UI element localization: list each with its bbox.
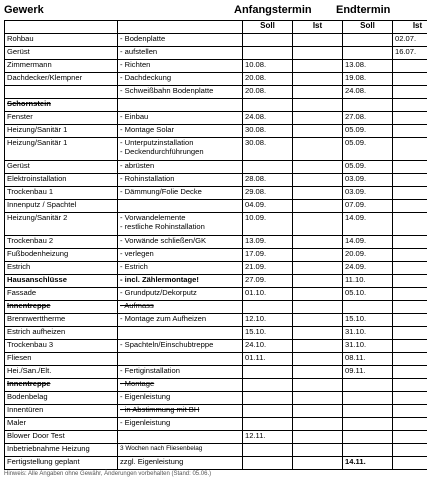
task-line: - Vorwandelemente — [120, 213, 186, 222]
end-soll-cell: 24.09. — [343, 262, 393, 275]
schedule-row — [5, 288, 427, 301]
task-line: - Richten — [120, 60, 151, 69]
start-ist-cell — [293, 405, 343, 418]
task-cell — [118, 366, 243, 379]
end-soll-cell: 05.09. — [343, 138, 393, 161]
trade-cell: Inbetriebnahme Heizung — [5, 444, 118, 457]
start-soll-cell: 29.08. — [243, 187, 293, 200]
task-line: - Unterputzinstallation — [120, 138, 194, 147]
trade-cell: Innentreppe — [5, 379, 118, 392]
start-ist-cell — [293, 213, 343, 236]
schedule-row — [5, 213, 427, 236]
task-cell — [118, 379, 243, 392]
task-line: - Einbau — [120, 112, 149, 121]
end-ist-cell — [393, 60, 427, 73]
task-cell — [118, 47, 243, 60]
task-cell — [118, 444, 243, 457]
end-soll-cell — [343, 418, 393, 431]
task-cell — [118, 236, 243, 249]
end-soll-cell: 11.10. — [343, 275, 393, 288]
task-cell — [118, 86, 243, 99]
schedule-row — [5, 327, 427, 340]
start-soll-cell: 10.08. — [243, 60, 293, 73]
trade-cell: Innentreppe — [5, 301, 118, 314]
start-ist-cell — [293, 288, 343, 301]
schedule-row — [5, 405, 427, 418]
task-line: - Fertiginstallation — [120, 366, 180, 375]
trade-cell: Rohbau — [5, 34, 118, 47]
trade-cell: Trockenbau 1 — [5, 187, 118, 200]
start-soll-cell — [243, 405, 293, 418]
end-ist-cell — [393, 125, 427, 138]
end-ist-cell — [393, 161, 427, 174]
schedule-row — [5, 138, 427, 161]
end-ist-cell — [393, 418, 427, 431]
end-ist-cell — [393, 112, 427, 125]
start-soll-cell: 12.11. — [243, 431, 293, 444]
start-ist-cell — [293, 444, 343, 457]
start-ist-cell — [293, 125, 343, 138]
trade-cell: Fassade — [5, 288, 118, 301]
end-ist-cell — [393, 288, 427, 301]
start-ist-cell — [293, 314, 343, 327]
task-line: - aufstellen — [120, 47, 158, 56]
header-end-ist: Ist — [393, 21, 427, 34]
end-soll-cell: 05.10. — [343, 288, 393, 301]
end-ist-cell — [393, 86, 427, 99]
end-soll-cell: 03.09. — [343, 187, 393, 200]
end-soll-cell: 27.08. — [343, 112, 393, 125]
end-soll-cell — [343, 379, 393, 392]
end-ist-cell: 16.07. — [393, 47, 427, 60]
start-soll-cell: 10.09. — [243, 213, 293, 236]
end-ist-cell — [393, 405, 427, 418]
task-line: - restliche Rohinstallation — [120, 222, 205, 231]
schedule-row — [5, 444, 427, 457]
task-cell — [118, 275, 243, 288]
end-ist-cell — [393, 301, 427, 314]
schedule-row — [5, 431, 427, 444]
task-cell — [118, 327, 243, 340]
schedule-row — [5, 161, 427, 174]
task-cell — [118, 262, 243, 275]
start-soll-cell: 24.08. — [243, 112, 293, 125]
trade-cell: Hei./San./Elt. — [5, 366, 118, 379]
trade-cell: Heizung/Sanitär 1 — [5, 125, 118, 138]
trade-cell: Hausanschlüsse — [5, 275, 118, 288]
schedule-row — [5, 366, 427, 379]
end-soll-cell: 31.10. — [343, 340, 393, 353]
header-trade-cell — [5, 21, 118, 34]
task-cell — [118, 187, 243, 200]
task-cell — [118, 353, 243, 366]
schedule-row — [5, 418, 427, 431]
end-ist-cell — [393, 200, 427, 213]
schedule-row — [5, 457, 427, 470]
end-date-title: Endtermin — [336, 4, 391, 16]
trade-cell: Gerüst — [5, 47, 118, 60]
footer-note: Hinweis: Alle Angaben ohne Gewähr, Änderungen vorbehalten (Stand: 05.06.) — [4, 471, 212, 477]
end-ist-cell — [393, 353, 427, 366]
end-soll-cell: 05.09. — [343, 161, 393, 174]
schedule-row — [5, 200, 427, 213]
start-soll-cell — [243, 392, 293, 405]
start-ist-cell — [293, 174, 343, 187]
end-ist-cell — [393, 213, 427, 236]
end-ist-cell: 02.07. — [393, 34, 427, 47]
end-soll-cell: 07.09. — [343, 200, 393, 213]
end-ist-cell — [393, 275, 427, 288]
end-soll-cell — [343, 99, 393, 112]
task-line: zzgl. Eigenleistung — [120, 457, 184, 466]
task-line: - verlegen — [120, 249, 154, 258]
schedule-row — [5, 47, 427, 60]
start-soll-cell — [243, 457, 293, 470]
task-cell — [118, 249, 243, 262]
end-soll-cell — [343, 431, 393, 444]
start-ist-cell — [293, 431, 343, 444]
start-soll-cell: 17.09. — [243, 249, 293, 262]
start-soll-cell: 27.09. — [243, 275, 293, 288]
start-ist-cell — [293, 161, 343, 174]
end-soll-cell — [343, 47, 393, 60]
trade-cell: Blower Door Test — [5, 431, 118, 444]
end-soll-cell: 09.11. — [343, 366, 393, 379]
end-ist-cell — [393, 444, 427, 457]
start-soll-cell: 21.09. — [243, 262, 293, 275]
task-line: - Eigenleistung — [120, 418, 171, 427]
start-ist-cell — [293, 236, 343, 249]
end-ist-cell — [393, 340, 427, 353]
start-soll-cell: 04.09. — [243, 200, 293, 213]
schedule-row — [5, 73, 427, 86]
schedule-header — [0, 0, 427, 20]
end-soll-cell — [343, 392, 393, 405]
trade-cell: Innentüren — [5, 405, 118, 418]
start-ist-cell — [293, 392, 343, 405]
trade-cell: Bodenbelag — [5, 392, 118, 405]
start-ist-cell — [293, 60, 343, 73]
trade-column-title: Gewerk — [4, 4, 44, 16]
task-line: - in Abstimmung mit BH — [120, 405, 200, 414]
trade-cell: Maler — [5, 418, 118, 431]
start-soll-cell — [243, 366, 293, 379]
start-ist-cell — [293, 353, 343, 366]
schedule-row — [5, 379, 427, 392]
start-soll-cell: 20.08. — [243, 73, 293, 86]
task-line: - abrüsten — [120, 161, 155, 170]
task-cell — [118, 161, 243, 174]
task-line: - Montage zum Aufheizen — [120, 314, 207, 323]
trade-cell: Innenputz / Spachtel — [5, 200, 118, 213]
end-ist-cell — [393, 73, 427, 86]
end-ist-cell — [393, 236, 427, 249]
schedule-row — [5, 86, 427, 99]
task-line: - Montage Solar — [120, 125, 175, 134]
task-cell — [118, 431, 243, 444]
schedule-row — [5, 174, 427, 187]
start-ist-cell — [293, 327, 343, 340]
end-soll-cell: 03.09. — [343, 174, 393, 187]
task-cell — [118, 457, 243, 470]
header-end-soll: Soll — [343, 21, 393, 34]
start-soll-cell — [243, 99, 293, 112]
start-ist-cell — [293, 262, 343, 275]
task-cell — [118, 174, 243, 187]
start-ist-cell — [293, 301, 343, 314]
task-cell — [118, 418, 243, 431]
schedule-row — [5, 112, 427, 125]
task-line: - incl. Zählermontage! — [120, 275, 199, 284]
end-soll-cell: 14.11. — [343, 457, 393, 470]
start-soll-cell: 30.08. — [243, 125, 293, 138]
start-ist-cell — [293, 200, 343, 213]
start-soll-cell: 20.08. — [243, 86, 293, 99]
schedule-row — [5, 125, 427, 138]
end-ist-cell — [393, 187, 427, 200]
schedule-row — [5, 187, 427, 200]
end-soll-cell — [343, 405, 393, 418]
start-ist-cell — [293, 275, 343, 288]
start-ist-cell — [293, 112, 343, 125]
start-soll-cell: 13.09. — [243, 236, 293, 249]
trade-cell: Fertigstellung geplant — [5, 457, 118, 470]
start-ist-cell — [293, 340, 343, 353]
end-soll-cell — [343, 34, 393, 47]
trade-cell — [5, 86, 118, 99]
end-ist-cell — [393, 174, 427, 187]
task-cell — [118, 288, 243, 301]
schedule-row — [5, 275, 427, 288]
end-ist-cell — [393, 314, 427, 327]
trade-cell: Brennwerttherme — [5, 314, 118, 327]
trade-cell: Elektroinstallation — [5, 174, 118, 187]
schedule-row — [5, 314, 427, 327]
task-cell — [118, 125, 243, 138]
task-line: - Deckendurchführungen — [120, 147, 204, 156]
end-soll-cell: 15.10. — [343, 314, 393, 327]
end-ist-cell — [393, 327, 427, 340]
task-line: - Aufmass — [120, 301, 154, 310]
schedule-row — [5, 236, 427, 249]
start-soll-cell: 01.10. — [243, 288, 293, 301]
column-header-row — [5, 21, 427, 34]
header-start-ist: Ist — [293, 21, 343, 34]
start-soll-cell: 24.10. — [243, 340, 293, 353]
task-line: - Eigenleistung — [120, 392, 171, 401]
schedule-row — [5, 353, 427, 366]
start-ist-cell — [293, 34, 343, 47]
schedule-row — [5, 60, 427, 73]
trade-cell: Trockenbau 3 — [5, 340, 118, 353]
task-cell — [118, 405, 243, 418]
end-soll-cell — [343, 444, 393, 457]
task-line: - Rohinstallation — [120, 174, 175, 183]
start-ist-cell — [293, 418, 343, 431]
end-soll-cell — [343, 301, 393, 314]
trade-cell: Fenster — [5, 112, 118, 125]
task-line: - Schweißbahn Bodenplatte — [120, 86, 214, 95]
task-cell — [118, 60, 243, 73]
start-ist-cell — [293, 366, 343, 379]
end-ist-cell — [393, 249, 427, 262]
construction-schedule-table — [4, 20, 427, 470]
start-soll-cell — [243, 47, 293, 60]
trade-cell: Estrich — [5, 262, 118, 275]
start-ist-cell — [293, 249, 343, 262]
schedule-row — [5, 301, 427, 314]
task-cell — [118, 73, 243, 86]
task-cell — [118, 200, 243, 213]
schedule-row — [5, 99, 427, 112]
task-cell — [118, 213, 243, 236]
start-soll-cell: 28.08. — [243, 174, 293, 187]
task-line: - Bodenplatte — [120, 34, 166, 43]
start-date-title: Anfangstermin — [234, 4, 312, 16]
end-ist-cell — [393, 366, 427, 379]
end-soll-cell: 19.08. — [343, 73, 393, 86]
schedule-table-body — [5, 21, 427, 470]
trade-cell: Trockenbau 2 — [5, 236, 118, 249]
trade-cell: Estrich aufheizen — [5, 327, 118, 340]
schedule-row — [5, 340, 427, 353]
schedule-row — [5, 249, 427, 262]
header-start-soll: Soll — [243, 21, 293, 34]
task-line: - Dämmung/Folie Decke — [120, 187, 202, 196]
end-soll-cell: 24.08. — [343, 86, 393, 99]
task-cell — [118, 34, 243, 47]
end-ist-cell — [393, 457, 427, 470]
end-soll-cell: 31.10. — [343, 327, 393, 340]
end-ist-cell — [393, 379, 427, 392]
task-cell — [118, 301, 243, 314]
trade-cell: Heizung/Sanitär 2 — [5, 213, 118, 236]
task-line: - Dachdeckung — [120, 73, 172, 82]
task-line: - Montage — [120, 379, 155, 388]
task-cell — [118, 99, 243, 112]
trade-cell: Schornstein — [5, 99, 118, 112]
start-soll-cell — [243, 379, 293, 392]
trade-cell: Fußbodenheizung — [5, 249, 118, 262]
task-cell — [118, 138, 243, 161]
task-cell — [118, 392, 243, 405]
end-soll-cell: 05.09. — [343, 125, 393, 138]
trade-cell: Zimmermann — [5, 60, 118, 73]
start-ist-cell — [293, 86, 343, 99]
start-ist-cell — [293, 99, 343, 112]
start-soll-cell: 30.08. — [243, 138, 293, 161]
end-soll-cell: 14.09. — [343, 213, 393, 236]
start-soll-cell — [243, 301, 293, 314]
start-ist-cell — [293, 138, 343, 161]
task-line: - Estrich — [120, 262, 148, 271]
start-soll-cell: 01.11. — [243, 353, 293, 366]
task-line: - Spachteln/Einschubtreppe — [120, 340, 214, 349]
end-soll-cell: 14.09. — [343, 236, 393, 249]
task-cell — [118, 112, 243, 125]
schedule-row — [5, 34, 427, 47]
start-ist-cell — [293, 379, 343, 392]
trade-cell: Fliesen — [5, 353, 118, 366]
trade-cell: Heizung/Sanitär 1 — [5, 138, 118, 161]
start-soll-cell: 12.10. — [243, 314, 293, 327]
start-soll-cell — [243, 34, 293, 47]
end-ist-cell — [393, 99, 427, 112]
end-ist-cell — [393, 431, 427, 444]
task-line: - Grundputz/Dekorputz — [120, 288, 197, 297]
trade-cell: Dachdecker/Klempner — [5, 73, 118, 86]
task-line: - Vorwände schließen/GK — [120, 236, 207, 245]
end-soll-cell: 13.08. — [343, 60, 393, 73]
start-ist-cell — [293, 457, 343, 470]
end-soll-cell: 20.09. — [343, 249, 393, 262]
start-ist-cell — [293, 47, 343, 60]
task-cell — [118, 314, 243, 327]
start-soll-cell: 15.10. — [243, 327, 293, 340]
end-ist-cell — [393, 138, 427, 161]
end-soll-cell: 08.11. — [343, 353, 393, 366]
start-soll-cell — [243, 444, 293, 457]
task-line: 3 Wochen nach Fliesenbelag — [120, 445, 203, 452]
end-ist-cell — [393, 392, 427, 405]
end-ist-cell — [393, 262, 427, 275]
header-task-cell — [118, 21, 243, 34]
trade-cell: Gerüst — [5, 161, 118, 174]
schedule-row — [5, 262, 427, 275]
task-cell — [118, 340, 243, 353]
schedule-row — [5, 392, 427, 405]
start-soll-cell — [243, 418, 293, 431]
start-soll-cell — [243, 161, 293, 174]
start-ist-cell — [293, 73, 343, 86]
start-ist-cell — [293, 187, 343, 200]
